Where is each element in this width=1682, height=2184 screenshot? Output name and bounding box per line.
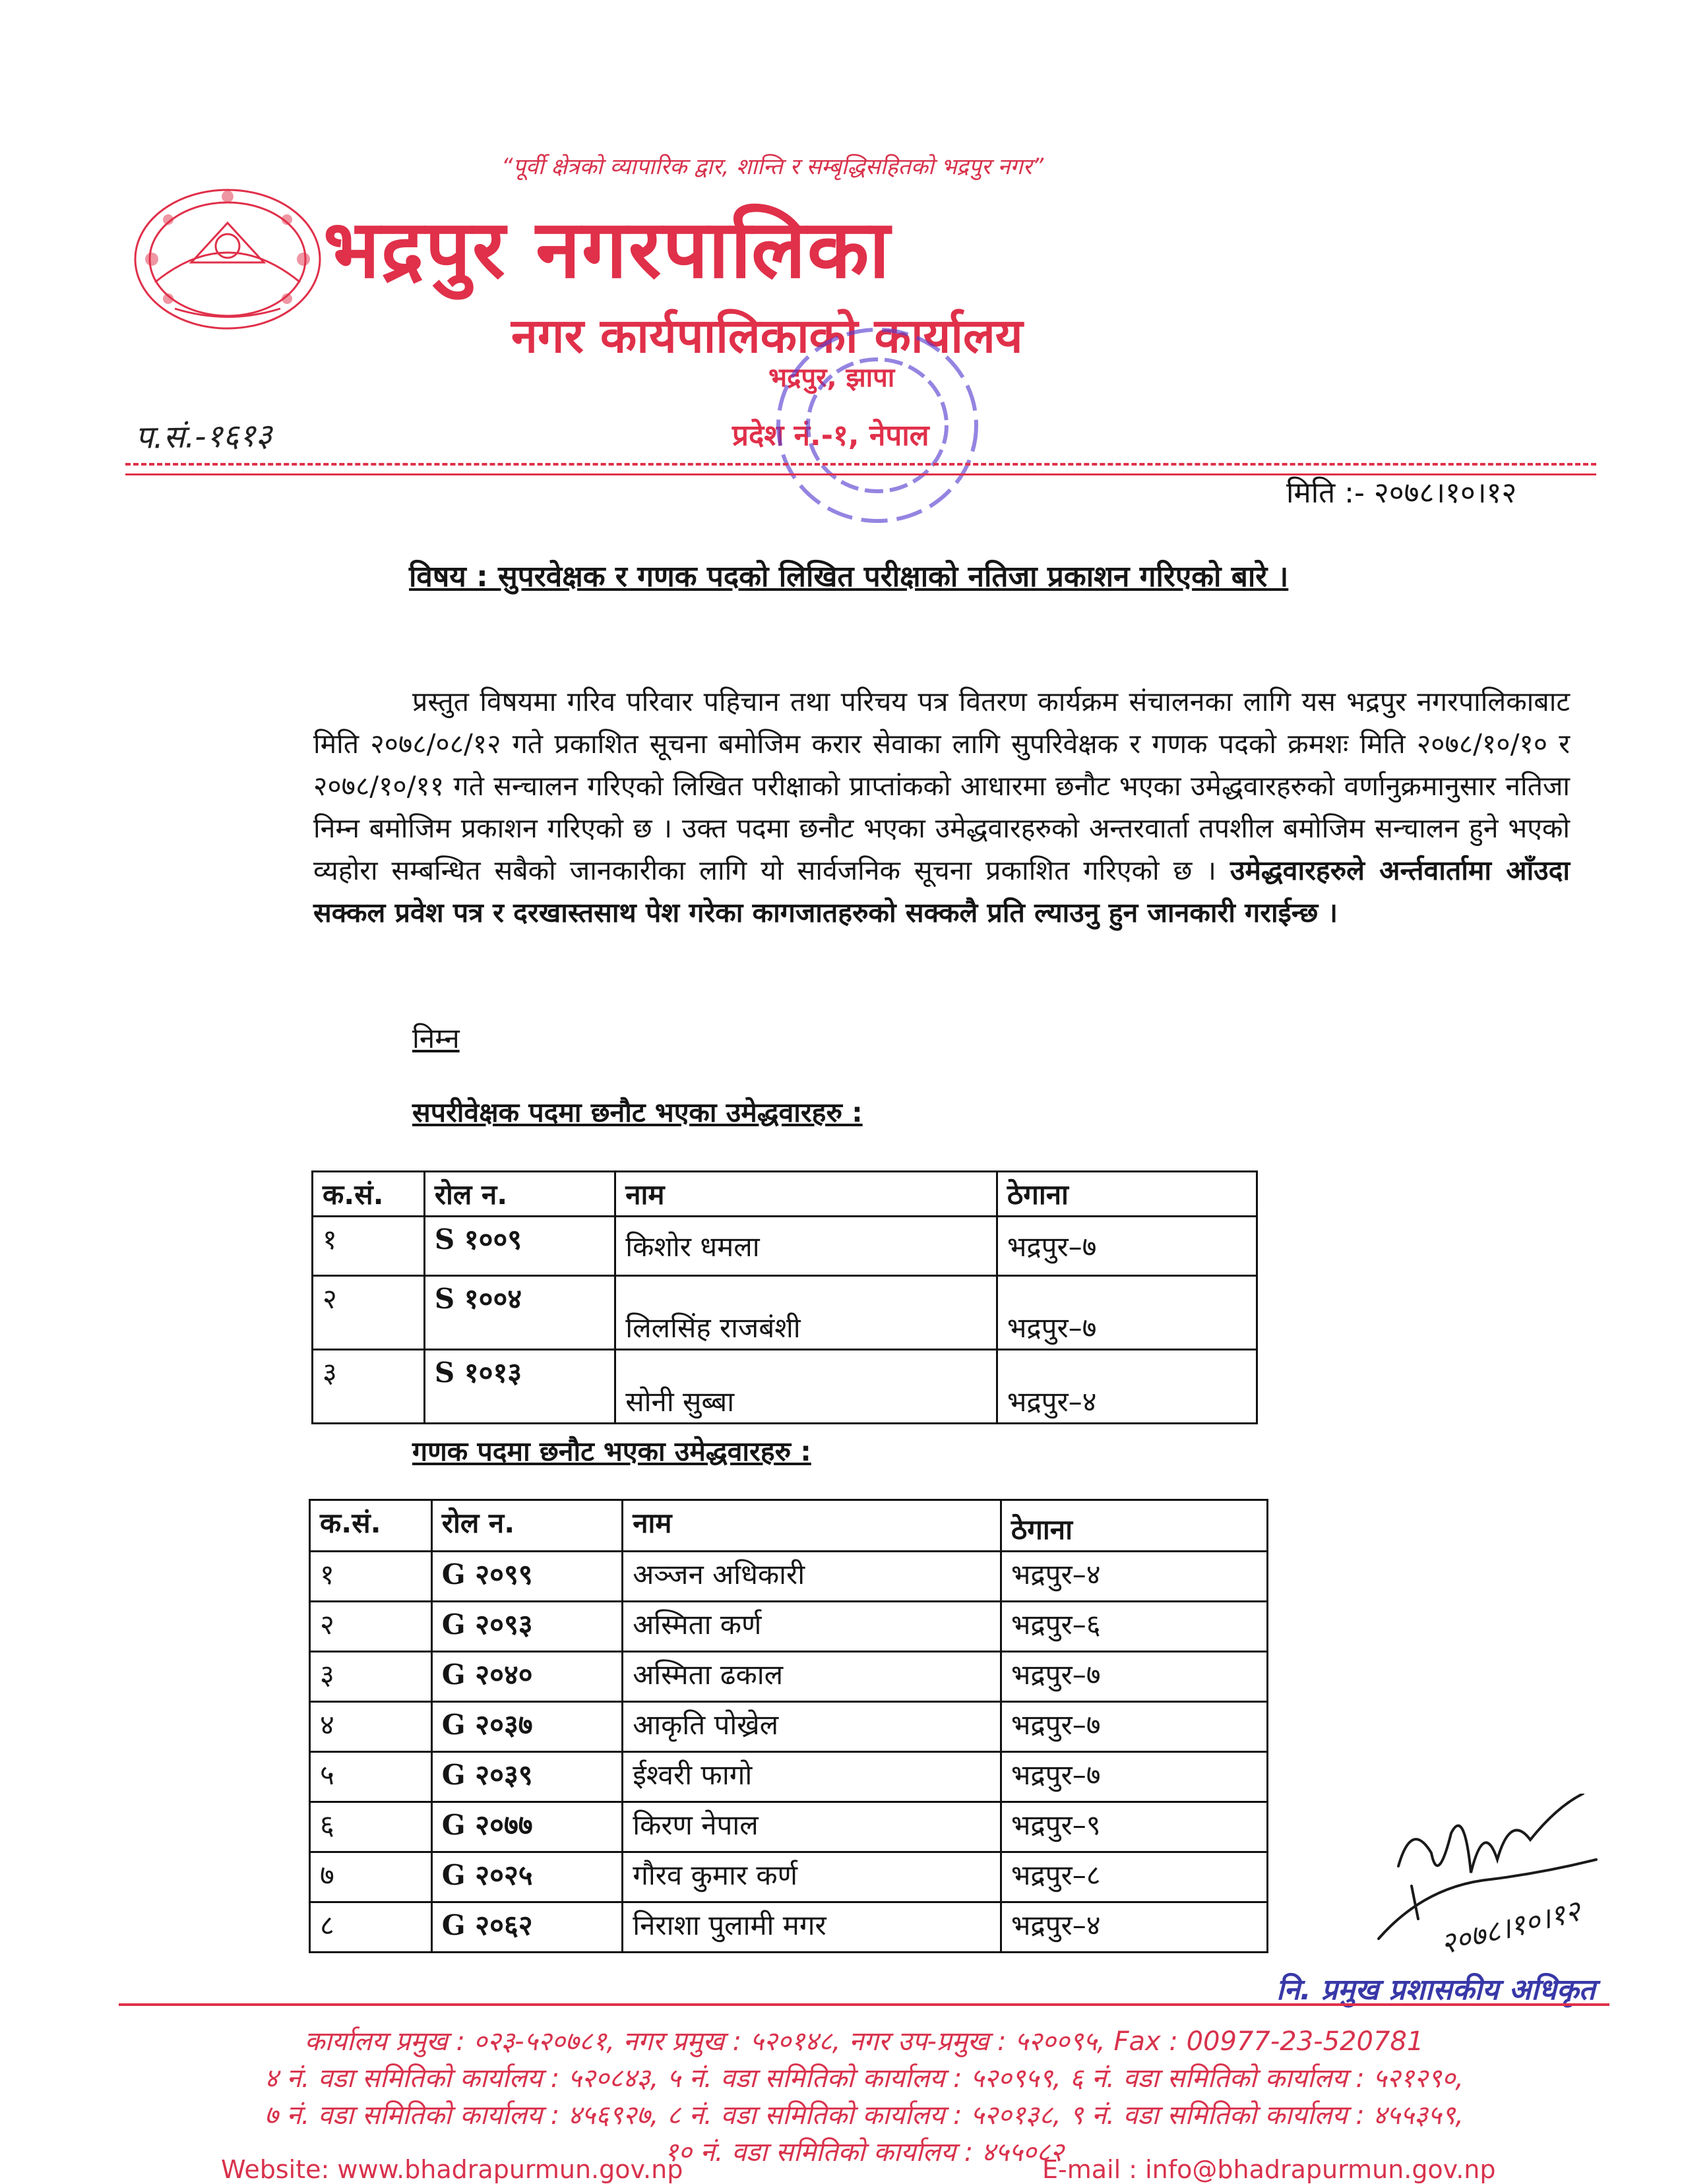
name-cell: अस्मिता कर्ण <box>623 1602 1001 1652</box>
roll-cell: G २०२५ <box>431 1852 622 1902</box>
notice-paragraph-bold: उमेद्धवारहरुले अर्न्तवार्तामा आँउदा सक्कल प्रवेश पत्र र दरखास्तसाथ पेश गरेका कागजातहरुको सक्कलै प्रति ल्याउनु हुन जानकारी गराईन्छ । <box>313 855 1570 928</box>
table-row <box>313 1276 1257 1350</box>
roll-cell: G २०९३ <box>431 1602 622 1652</box>
column-header: रोल न. <box>424 1172 615 1217</box>
supervisor-table <box>311 1170 1258 1424</box>
address-cell: भद्रपुर–८ <box>1001 1852 1267 1902</box>
reference-number: प.सं.-१६१३ <box>135 417 272 456</box>
signature-date: २०७८।१०।१२ <box>1437 1894 1584 1962</box>
supervisor-heading: सपरीवेक्षक पदमा छनौट भएका उमेद्धवारहरु : <box>412 1097 863 1128</box>
table-row <box>313 1350 1257 1424</box>
address-cell: भद्रपुर–७ <box>997 1276 1257 1350</box>
address-line-1: भद्रपुर, झापा <box>768 363 895 393</box>
column-header: क.सं. <box>310 1500 432 1552</box>
name-cell: अञ्जन अधिकारी <box>623 1552 1001 1602</box>
footer-contact-line-4: १० नं. वडा समितिको कार्यालय : ४५५०८२ <box>664 2137 1064 2168</box>
serial-cell: ७ <box>310 1852 432 1902</box>
serial-cell: ८ <box>310 1902 432 1953</box>
table-row <box>313 1217 1257 1276</box>
footer-contact-line-2: ४ नं. वडा समितिको कार्यालय : ५२०८४३, ५ नं. वडा समितिको कार्यालय : ५२०९५९, ६ नं. वडा समितिको कार्यालय : ५२१२९०, <box>265 2063 1464 2094</box>
address-cell: भद्रपुर–४ <box>997 1350 1257 1424</box>
issue-date: मिति :- २०७८।१०।१२ <box>1286 476 1517 510</box>
roll-cell: G २०३७ <box>431 1702 622 1752</box>
roll-cell: S १००९ <box>424 1217 615 1276</box>
address-cell: भद्रपुर–४ <box>1001 1552 1267 1602</box>
footer-divider <box>119 2003 1609 2006</box>
serial-cell: ६ <box>310 1802 432 1852</box>
email-link[interactable]: E-mail : info@bhadrapurmun.gov.np <box>1042 2155 1496 2184</box>
tagline: “पूर्वी क्षेत्रको व्यापारिक द्वार, शान्ति र सम्बृद्धिसहितको भद्रपुर नगर” <box>501 154 1044 180</box>
enumerator-table <box>309 1499 1268 1953</box>
column-header: नाम <box>615 1172 997 1217</box>
enumerator-heading: गणक पदमा छनौट भएका उमेद्धवारहरु : <box>412 1436 811 1467</box>
address-cell: भद्रपुर–७ <box>1001 1702 1267 1752</box>
table-header-row <box>313 1172 1257 1217</box>
address-line-2: प्रदेश नं.-१, नेपाल <box>732 419 929 452</box>
name-cell: अस्मिता ढकाल <box>623 1652 1001 1702</box>
address-cell: भद्रपुर–४ <box>1001 1902 1267 1953</box>
notice-body <box>313 681 1570 934</box>
name-cell: किशोर धमला <box>615 1217 997 1276</box>
table-row <box>310 1552 1268 1602</box>
name-cell: गौरव कुमार कर्ण <box>623 1852 1001 1902</box>
table-header-row <box>310 1500 1268 1552</box>
office-stamp-icon <box>759 307 996 544</box>
roll-cell: G २०७७ <box>431 1802 622 1852</box>
footer-contact-line-1: कार्यालय प्रमुख : ०२३-५२०७८१, नगर प्रमुख : ५२०१४८, नगर उप-प्रमुख : ५२००९५, Fax : 00977-23-520781 <box>304 2026 1424 2057</box>
serial-cell: १ <box>313 1217 425 1276</box>
roll-cell: G २०४० <box>431 1652 622 1702</box>
column-header: नाम <box>623 1500 1001 1552</box>
serial-cell: ४ <box>310 1702 432 1752</box>
address-cell: भद्रपुर–९ <box>1001 1802 1267 1852</box>
roll-cell: S १००४ <box>424 1276 615 1350</box>
subject-line: विषय : सुपरवेक्षक र गणक पदको लिखित परीक्षाको नतिजा प्रकाशन गरिएको बारे । <box>409 560 1289 593</box>
address-cell: भद्रपुर–७ <box>1001 1652 1267 1702</box>
address-cell: भद्रपुर–६ <box>1001 1602 1267 1652</box>
name-cell: निराशा पुलामी मगर <box>623 1902 1001 1953</box>
table-row <box>310 1702 1268 1752</box>
serial-cell: ३ <box>313 1350 425 1424</box>
table-row <box>310 1902 1268 1953</box>
table-row <box>310 1852 1268 1902</box>
name-cell: आकृति पोख्रेल <box>623 1702 1001 1752</box>
notice-paragraph: प्रस्तुत विषयमा गरिव परिवार पहिचान तथा परिचय पत्र वितरण कार्यक्रम संचालनका लागि यस भद्रपुर नगरपालिकाबाट मिति २०७८/०८/१२ गते प्रकाशित सूचना बमोजिम करार सेवाका लागि सुपरिवेक्षक र गणक पदको क्रमशः मिति २०७८/१०/१० र २०७८/१०/११ गते सन्चालन गरिएको लिखित परीक्षाको प्राप्तांकको आधारमा छनौट भएका उमेद्धवारहरुको वर्णानुक्रमानुसार नतिजा निम्न बमोजिम प्रकाशन गरिएको छ । उक्त पदमा छनौट भएका उमेद्धवारहरुको अन्तरवार्ता तपशील बमोजिम सन्चालन हुने भएको व्यहोरा सम्बन्धित सबैको जानकारीका लागि यो सार्वजनिक सूचना प्रकाशित गरिएको छ । <box>313 686 1570 886</box>
nepal-government-emblem-icon <box>129 183 327 335</box>
column-header: रोल न. <box>431 1500 622 1552</box>
name-cell: ईश्वरी फागो <box>623 1752 1001 1802</box>
column-header: ठेगाना <box>997 1172 1257 1217</box>
column-header: क.सं. <box>313 1172 425 1217</box>
roll-cell: S १०१३ <box>424 1350 615 1424</box>
office-subtitle: नगर कार्यपालिकाको कार्यालय <box>511 308 1023 363</box>
serial-cell: २ <box>310 1602 432 1652</box>
website-link[interactable]: Website: www.bhadrapurmun.gov.np <box>221 2155 683 2184</box>
footer-contact-line-3: ७ नं. वडा समितिको कार्यालय : ४५६९२७, ८ नं. वडा समितिको कार्यालय : ५२०१३८, ९ नं. वडा समितिको कार्यालय : ४५५३५९, <box>265 2100 1464 2131</box>
column-header: ठेगाना <box>1001 1500 1267 1552</box>
table-row <box>310 1752 1268 1802</box>
serial-cell: ५ <box>310 1752 432 1802</box>
signatory-title: नि. प्रमुख प्रशासकीय अधिकृत <box>1276 1973 1596 2007</box>
roll-cell: G २०३९ <box>431 1752 622 1802</box>
serial-cell: ३ <box>310 1652 432 1702</box>
list-intro: निम्न <box>412 1022 460 1054</box>
address-cell: भद्रपुर–७ <box>997 1217 1257 1276</box>
address-cell: भद्रपुर–७ <box>1001 1752 1267 1802</box>
roll-cell: G २०६२ <box>431 1902 622 1953</box>
table-row <box>310 1602 1268 1652</box>
name-cell: किरण नेपाल <box>623 1802 1001 1852</box>
name-cell: लिलसिंह राजबंशी <box>615 1276 997 1350</box>
header-divider-dashed <box>125 463 1596 466</box>
serial-cell: २ <box>313 1276 425 1350</box>
handwritten-signature-icon <box>1359 1794 1609 1965</box>
serial-cell: १ <box>310 1552 432 1602</box>
municipality-title: भद्रपुर नगरपालिका <box>323 202 892 296</box>
name-cell: सोनी सुब्बा <box>615 1350 997 1424</box>
table-row <box>310 1802 1268 1852</box>
table-row <box>310 1652 1268 1702</box>
roll-cell: G २०९९ <box>431 1552 622 1602</box>
